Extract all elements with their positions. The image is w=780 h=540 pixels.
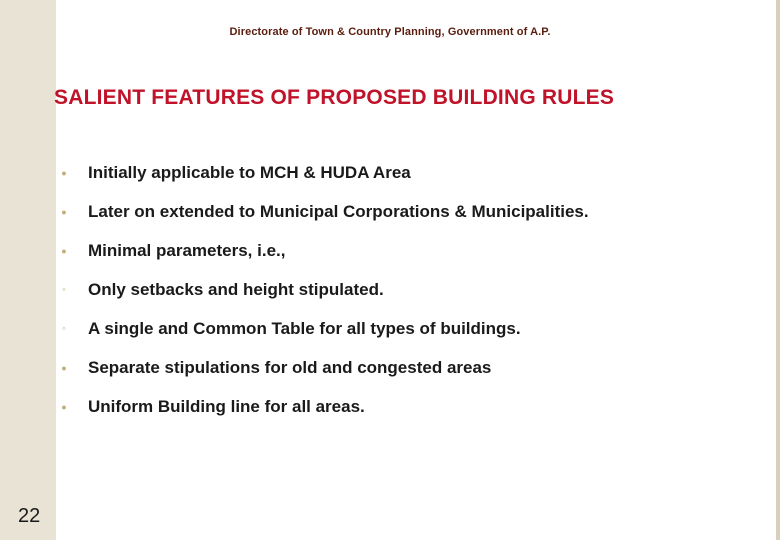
bullet-text: A single and Common Table for all types of buildings. xyxy=(88,319,521,338)
bullet-text: Separate stipulations for old and congested areas xyxy=(88,358,492,377)
bullet-item xyxy=(58,235,758,274)
bullet-text: Initially applicable to MCH & HUDA Area xyxy=(88,163,411,182)
bullet-list xyxy=(58,157,758,430)
bullet-text: Uniform Building line for all areas. xyxy=(88,397,365,416)
bullet-text: Only setbacks and height stipulated. xyxy=(88,280,384,299)
bullet-circle-icon: ◦ xyxy=(62,284,66,296)
bullet-item xyxy=(58,157,758,196)
bullet-dot-icon: • xyxy=(61,204,67,220)
slide-header: Directorate of Town & Country Planning, Government of A.P. xyxy=(229,26,551,38)
bullet-dot-icon: • xyxy=(61,243,67,259)
bullet-text: Minimal parameters, i.e., xyxy=(88,241,286,260)
page-number: 22 xyxy=(18,505,41,527)
right-edge-band xyxy=(776,0,780,540)
bullet-text: Later on extended to Municipal Corporations & Municipalities. xyxy=(88,202,589,221)
bullet-item xyxy=(58,313,758,352)
left-sidebar-band xyxy=(0,0,56,540)
bullet-circle-icon: ◦ xyxy=(62,323,66,335)
bullet-item xyxy=(58,352,758,391)
bullet-dot-icon: • xyxy=(61,360,67,376)
slide-title: SALIENT FEATURES OF PROPOSED BUILDING RULES xyxy=(54,86,615,109)
bullet-dot-icon: • xyxy=(61,165,67,181)
bullet-dot-icon: • xyxy=(61,399,67,415)
bullet-item xyxy=(58,274,758,313)
bullet-item xyxy=(58,196,758,235)
bullet-item xyxy=(58,391,758,430)
